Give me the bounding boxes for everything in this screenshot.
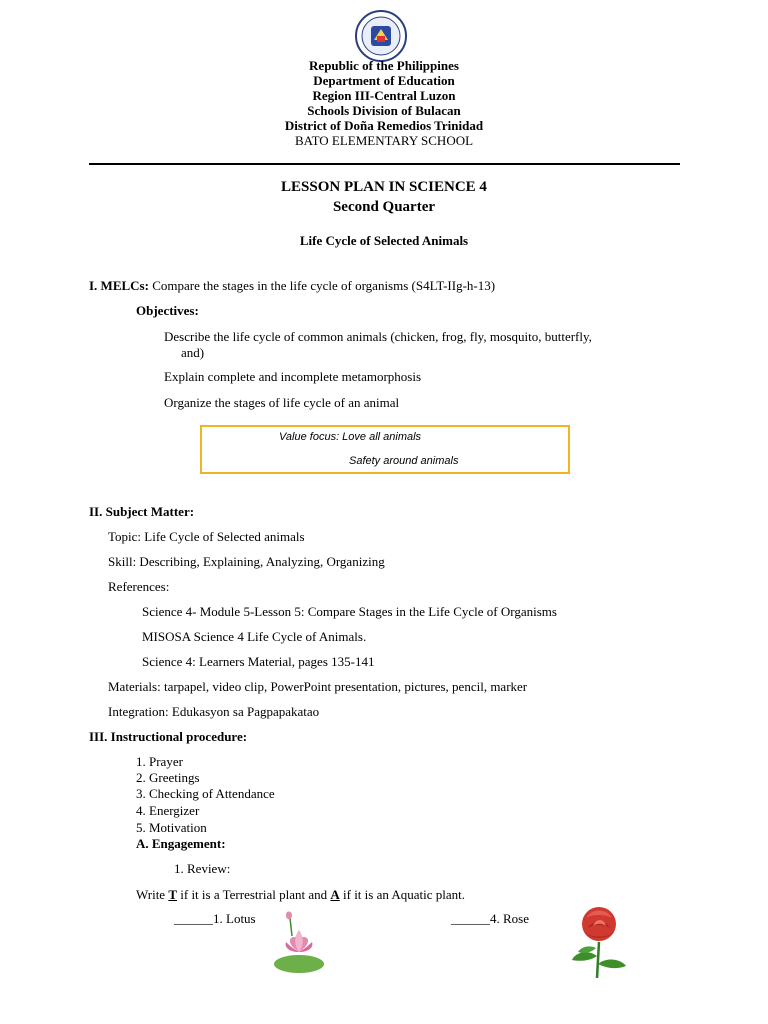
subject-matter-label: II. Subject Matter:: [89, 504, 195, 519]
item-rose: ______4. Rose: [451, 911, 529, 926]
step-energizer: 4. Energizer: [136, 803, 200, 818]
header-department: Department of Education: [313, 73, 455, 88]
step-prayer: 1. Prayer: [136, 754, 183, 769]
instruction-part-1: Write: [136, 887, 169, 902]
objective-1-cont: and): [181, 345, 205, 360]
melcs-label: I. MELCs:: [89, 278, 149, 293]
header-school: BATO ELEMENTARY SCHOOL: [294, 133, 474, 148]
engagement-label: A. Engagement:: [136, 836, 226, 851]
subject-topic: Topic: Life Cycle of Selected animals: [108, 529, 305, 544]
objectives-label: Objectives:: [136, 303, 199, 318]
deped-seal-icon: [355, 10, 407, 62]
review-label: 1. Review:: [174, 861, 231, 876]
lotus-picture: [272, 908, 326, 976]
reference-3: Science 4: Learners Material, pages 135-141: [142, 654, 375, 669]
reference-2: MISOSA Science 4 Life Cycle of Animals.: [142, 629, 367, 644]
subject-materials: Materials: tarpapel, video clip, PowerPoint presentation, pictures, pencil, marker: [108, 679, 528, 694]
topic-title: Life Cycle of Selected Animals: [299, 233, 469, 248]
rose-picture: [566, 904, 632, 980]
step-motivation: 5. Motivation: [136, 820, 207, 835]
header-divider: [89, 163, 680, 165]
value-focus-line-1: Value focus: Love all animals: [279, 431, 422, 443]
references-label: References:: [108, 579, 170, 594]
step-greetings: 2. Greetings: [136, 770, 200, 785]
instruction-part-2: if it is a Terrestrial plant and: [177, 887, 331, 902]
lesson-plan-title: LESSON PLAN IN SCIENCE 4: [281, 179, 487, 195]
objective-3: Organize the stages of life cycle of an animal: [164, 395, 400, 410]
header-district: District of Doña Remedios Trinidad: [284, 118, 484, 133]
objective-1: Describe the life cycle of common animals (chicken, frog, fly, mosquito, butterfly,: [164, 329, 592, 344]
header-republic: Republic of the Philippines: [309, 58, 459, 73]
melcs-text: Compare the stages in the life cycle of organisms (S4LT-IIg-h-13): [152, 278, 496, 293]
value-focus-line-2: Safety around animals: [349, 455, 459, 467]
objective-2: Explain complete and incomplete metamorphosis: [164, 369, 422, 384]
review-instruction: [136, 887, 465, 903]
reference-1: Science 4- Module 5-Lesson 5: Compare Stages in the Life Cycle of Organisms: [142, 604, 557, 619]
melcs-line: [89, 278, 495, 294]
subject-skill: Skill: Describing, Explaining, Analyzing, Organizing: [108, 554, 385, 569]
header-division: Schools Division of Bulacan: [307, 103, 461, 118]
instruction-a: A: [330, 887, 340, 902]
header-region: Region III-Central Luzon: [312, 88, 456, 103]
quarter-title: Second Quarter: [332, 199, 436, 215]
instruction-t: T: [168, 887, 177, 902]
procedure-label: III. Instructional procedure:: [89, 729, 248, 744]
item-lotus: ______1. Lotus: [174, 911, 256, 926]
instruction-part-3: if it is an Aquatic plant.: [339, 887, 466, 902]
subject-integration: Integration: Edukasyon sa Pagpapakatao: [108, 704, 320, 719]
step-attendance: 3. Checking of Attendance: [136, 786, 275, 801]
